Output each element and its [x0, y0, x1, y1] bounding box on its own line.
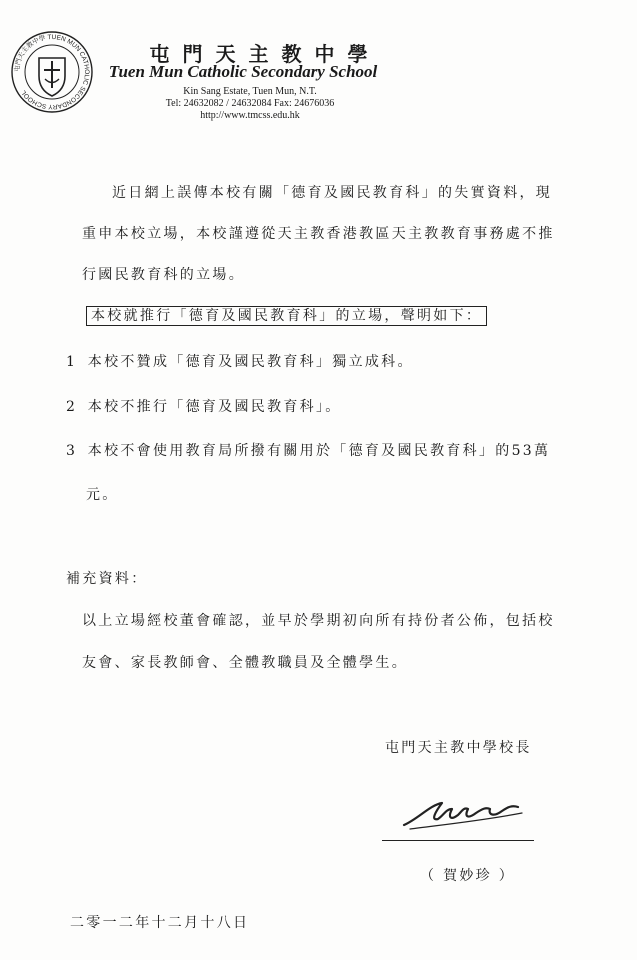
point-text: 本校不會使用教育局所撥有關用於「德育及國民教育科」的53萬 — [87, 443, 551, 459]
intro-line-3: 行國民教育科的立場。 — [82, 267, 245, 283]
principal-signature — [400, 795, 530, 835]
point-number: 1 — [66, 354, 78, 370]
supplement-line-1: 以上立場經校董會確認，並早於學期初向所有持份者公佈，包括校 — [82, 613, 555, 629]
point-3-continuation: 元。 — [86, 487, 119, 503]
school-name-chinese: 屯門天主教中學 — [149, 42, 381, 66]
point-number: 2 — [66, 399, 78, 415]
point-item — [66, 351, 414, 371]
intro-line-1: 近日網上誤傳本校有關「德育及國民教育科」的失實資料，現 — [112, 185, 553, 201]
letter-date: 二零一二年十二月十八日 — [70, 915, 250, 931]
point-number: 3 — [66, 443, 78, 459]
point-text: 本校不贊成「德育及國民教育科」獨立成科。 — [87, 354, 414, 370]
school-website: http://www.tmcss.edu.hk — [200, 110, 300, 121]
point-item — [66, 396, 342, 416]
school-phone-fax: Tel: 24632082 / 24632084 Fax: 24676036 — [165, 98, 335, 109]
principal-name: （ 賀妙珍 ） — [420, 868, 515, 884]
supplement-line-2: 友會、家長教師會、全體教職員及全體學生。 — [82, 655, 408, 671]
seal-ring-text: 屯門天主教中學 TUEN MUN CATHOLIC SECONDARY SCHOOL — [13, 33, 91, 111]
statement-heading-box: 本校就推行「德育及國民教育科」的立場，聲明如下： — [86, 306, 487, 326]
signature-line — [382, 840, 534, 841]
school-contact-block — [130, 86, 370, 122]
supplement-heading: 補充資料： — [66, 571, 148, 587]
point-item — [66, 440, 550, 460]
school-name-english: Tuen Mun Catholic Secondary School — [108, 62, 378, 81]
statement-heading — [86, 305, 487, 325]
principal-title: 屯門天主教中學校長 — [385, 740, 532, 756]
school-seal-logo — [10, 30, 94, 114]
point-text: 本校不推行「德育及國民教育科」。 — [87, 399, 342, 415]
intro-line-2: 重申本校立場，本校謹遵從天主教香港教區天主教教育事務處不推 — [82, 226, 555, 242]
school-address: Kin Sang Estate, Tuen Mun, N.T. — [183, 86, 317, 97]
